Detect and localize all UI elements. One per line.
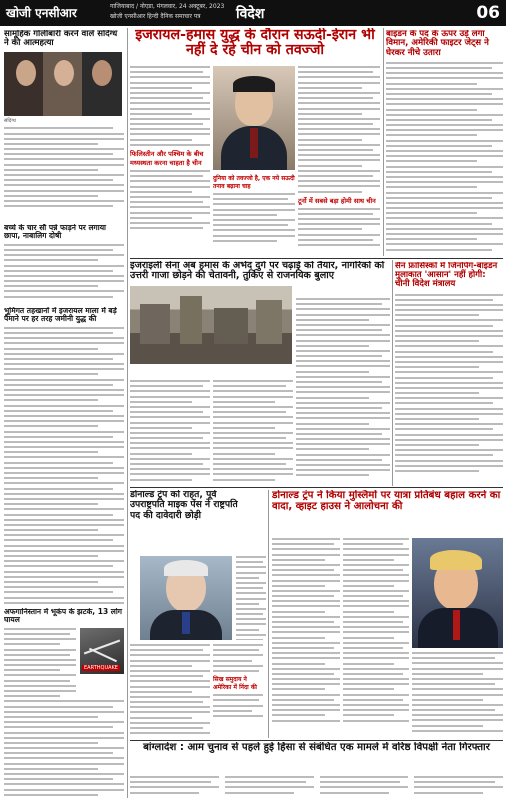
article-headline: बाइडन के पद के ऊपर उड़े लगा विमान, अमेरिकी फाइटर जेट्स ने घेरकर नीचे उतारा xyxy=(386,30,489,58)
article-trump-pence xyxy=(130,490,250,554)
article-right-top xyxy=(386,30,503,258)
article-body-continued xyxy=(4,700,124,795)
lead-body-col3 xyxy=(298,66,380,256)
mid-row-body-right xyxy=(296,298,390,486)
xi-jinping-photo xyxy=(213,66,295,170)
mid-row-body-center xyxy=(213,380,293,486)
earthquake-graphic xyxy=(80,628,124,674)
article-right-mid xyxy=(395,262,503,486)
suspect-photo xyxy=(4,52,122,116)
article-headline: डोनाल्ड ट्रंप को राहत, पूर्व उपराष्ट्रपति माइक पेंस ने राष्ट्रपति पद की दावेदारी छोड़ी xyxy=(130,490,238,521)
lead-body-col1 xyxy=(130,66,210,256)
article-headline: इजराइली सेना अब हमास के अभेद दुर्ग पर चढ़ाई को तैयार, नागरिकों को उत्तरी गाजा छोड़ने की चेतावनी, तुर्किए से राजनयिक बुलाए xyxy=(130,261,385,282)
lead-headline: इजरायल-हमास युद्ध के दौरान सऊदी-ईरान भी नहीं दे रहे चीन को तवज्जो xyxy=(135,28,375,59)
article-body xyxy=(395,294,503,472)
trump-ban-body-3 xyxy=(412,652,503,738)
trump-pence-subhead: सिख समुदाय ने अमेरिका में निंदा की xyxy=(213,676,257,692)
article-headline: भूमिगत तहखानों में इजरायल माला में बड़े पैमाने पर हर तरह जमीनी युद्ध की xyxy=(4,307,117,324)
trump-pence-body-3 xyxy=(236,556,266,640)
donald-trump-photo xyxy=(412,538,503,648)
article-left-quake xyxy=(4,307,124,607)
trump-pence-body-1 xyxy=(130,644,210,738)
trump-ban-body-1 xyxy=(272,538,340,738)
trump-pence-body-2 xyxy=(213,644,263,738)
article-body xyxy=(4,127,124,207)
article-headline: सामूहिक गोलीबारी करने वाले संदिग्ध ने की आत्महत्या xyxy=(4,30,118,49)
article-headline: सैन फ्रांसिस्को में जिनपिंग-बाइडन मुलाकात 'आसान' नहीं होगी: चीनी विदेश मंत्रालय xyxy=(395,262,498,290)
lead-subhead-2: दुनिया को तवज्जो है, एक नये सऊदी तनाव बढ़ाना चाह xyxy=(213,175,295,190)
article-body xyxy=(4,327,124,607)
article-body xyxy=(386,62,503,251)
article-bangladesh xyxy=(130,742,503,772)
brand-logo: खोजी एनसीआर xyxy=(6,6,77,20)
page-number: 06 xyxy=(476,3,500,23)
article-body xyxy=(4,244,124,298)
lead-subhead-1: फिलिस्तीन और पश्चिम के बीच मध्यस्थता करना चाहता है चीन xyxy=(130,150,204,167)
article-left-mid xyxy=(4,224,124,304)
date-line: गाजियाबाद / नोएडा, मंगलवार, 24 अक्टूबर, 2023 xyxy=(110,3,225,10)
mike-pence-photo xyxy=(140,556,232,640)
article-headline: अफगानिस्तान में भूकंप के झटके, 13 लोग घायल xyxy=(4,608,123,625)
article-left-bottom xyxy=(4,608,124,798)
article-left-top xyxy=(4,30,124,220)
photo-caption: संदिग्ध xyxy=(4,118,16,125)
mid-row-body-left xyxy=(130,380,210,486)
article-headline: बच्चे के चार सौ पन्ने फाड़ने पर लगाया छापा, नाबालिग दोषी xyxy=(4,224,106,241)
bangladesh-body xyxy=(130,776,503,798)
article-headline: बांग्लादेश : आम चुनाव से पहले हुई हिंसा से संबंधित एक मामले में वरिष्ठ विपक्षी नेता गिरफ्तार xyxy=(143,742,490,753)
lead-subhead-3: टूर्नो में सबसे बड़ा होमी साथ चीन xyxy=(298,196,376,205)
article-body xyxy=(4,628,76,701)
section-title: विदेश xyxy=(236,6,265,22)
masthead xyxy=(0,0,506,26)
lead-body-col2 xyxy=(213,174,295,258)
article-headline: डोनाल्ड ट्रंप ने किया मुस्लिमों पर यात्रा प्रतिबंध बहाल करने का वादा, व्हाइट हाउस ने आलोचना की xyxy=(272,490,501,513)
gaza-rubble-photo xyxy=(130,286,292,364)
earthquake-label: EARTHQUAKE xyxy=(84,664,118,671)
paper-tagline: खोजी एनसीआर हिन्दी दैनिक समाचार पत्र xyxy=(110,13,201,20)
trump-ban-body-2 xyxy=(343,538,409,738)
